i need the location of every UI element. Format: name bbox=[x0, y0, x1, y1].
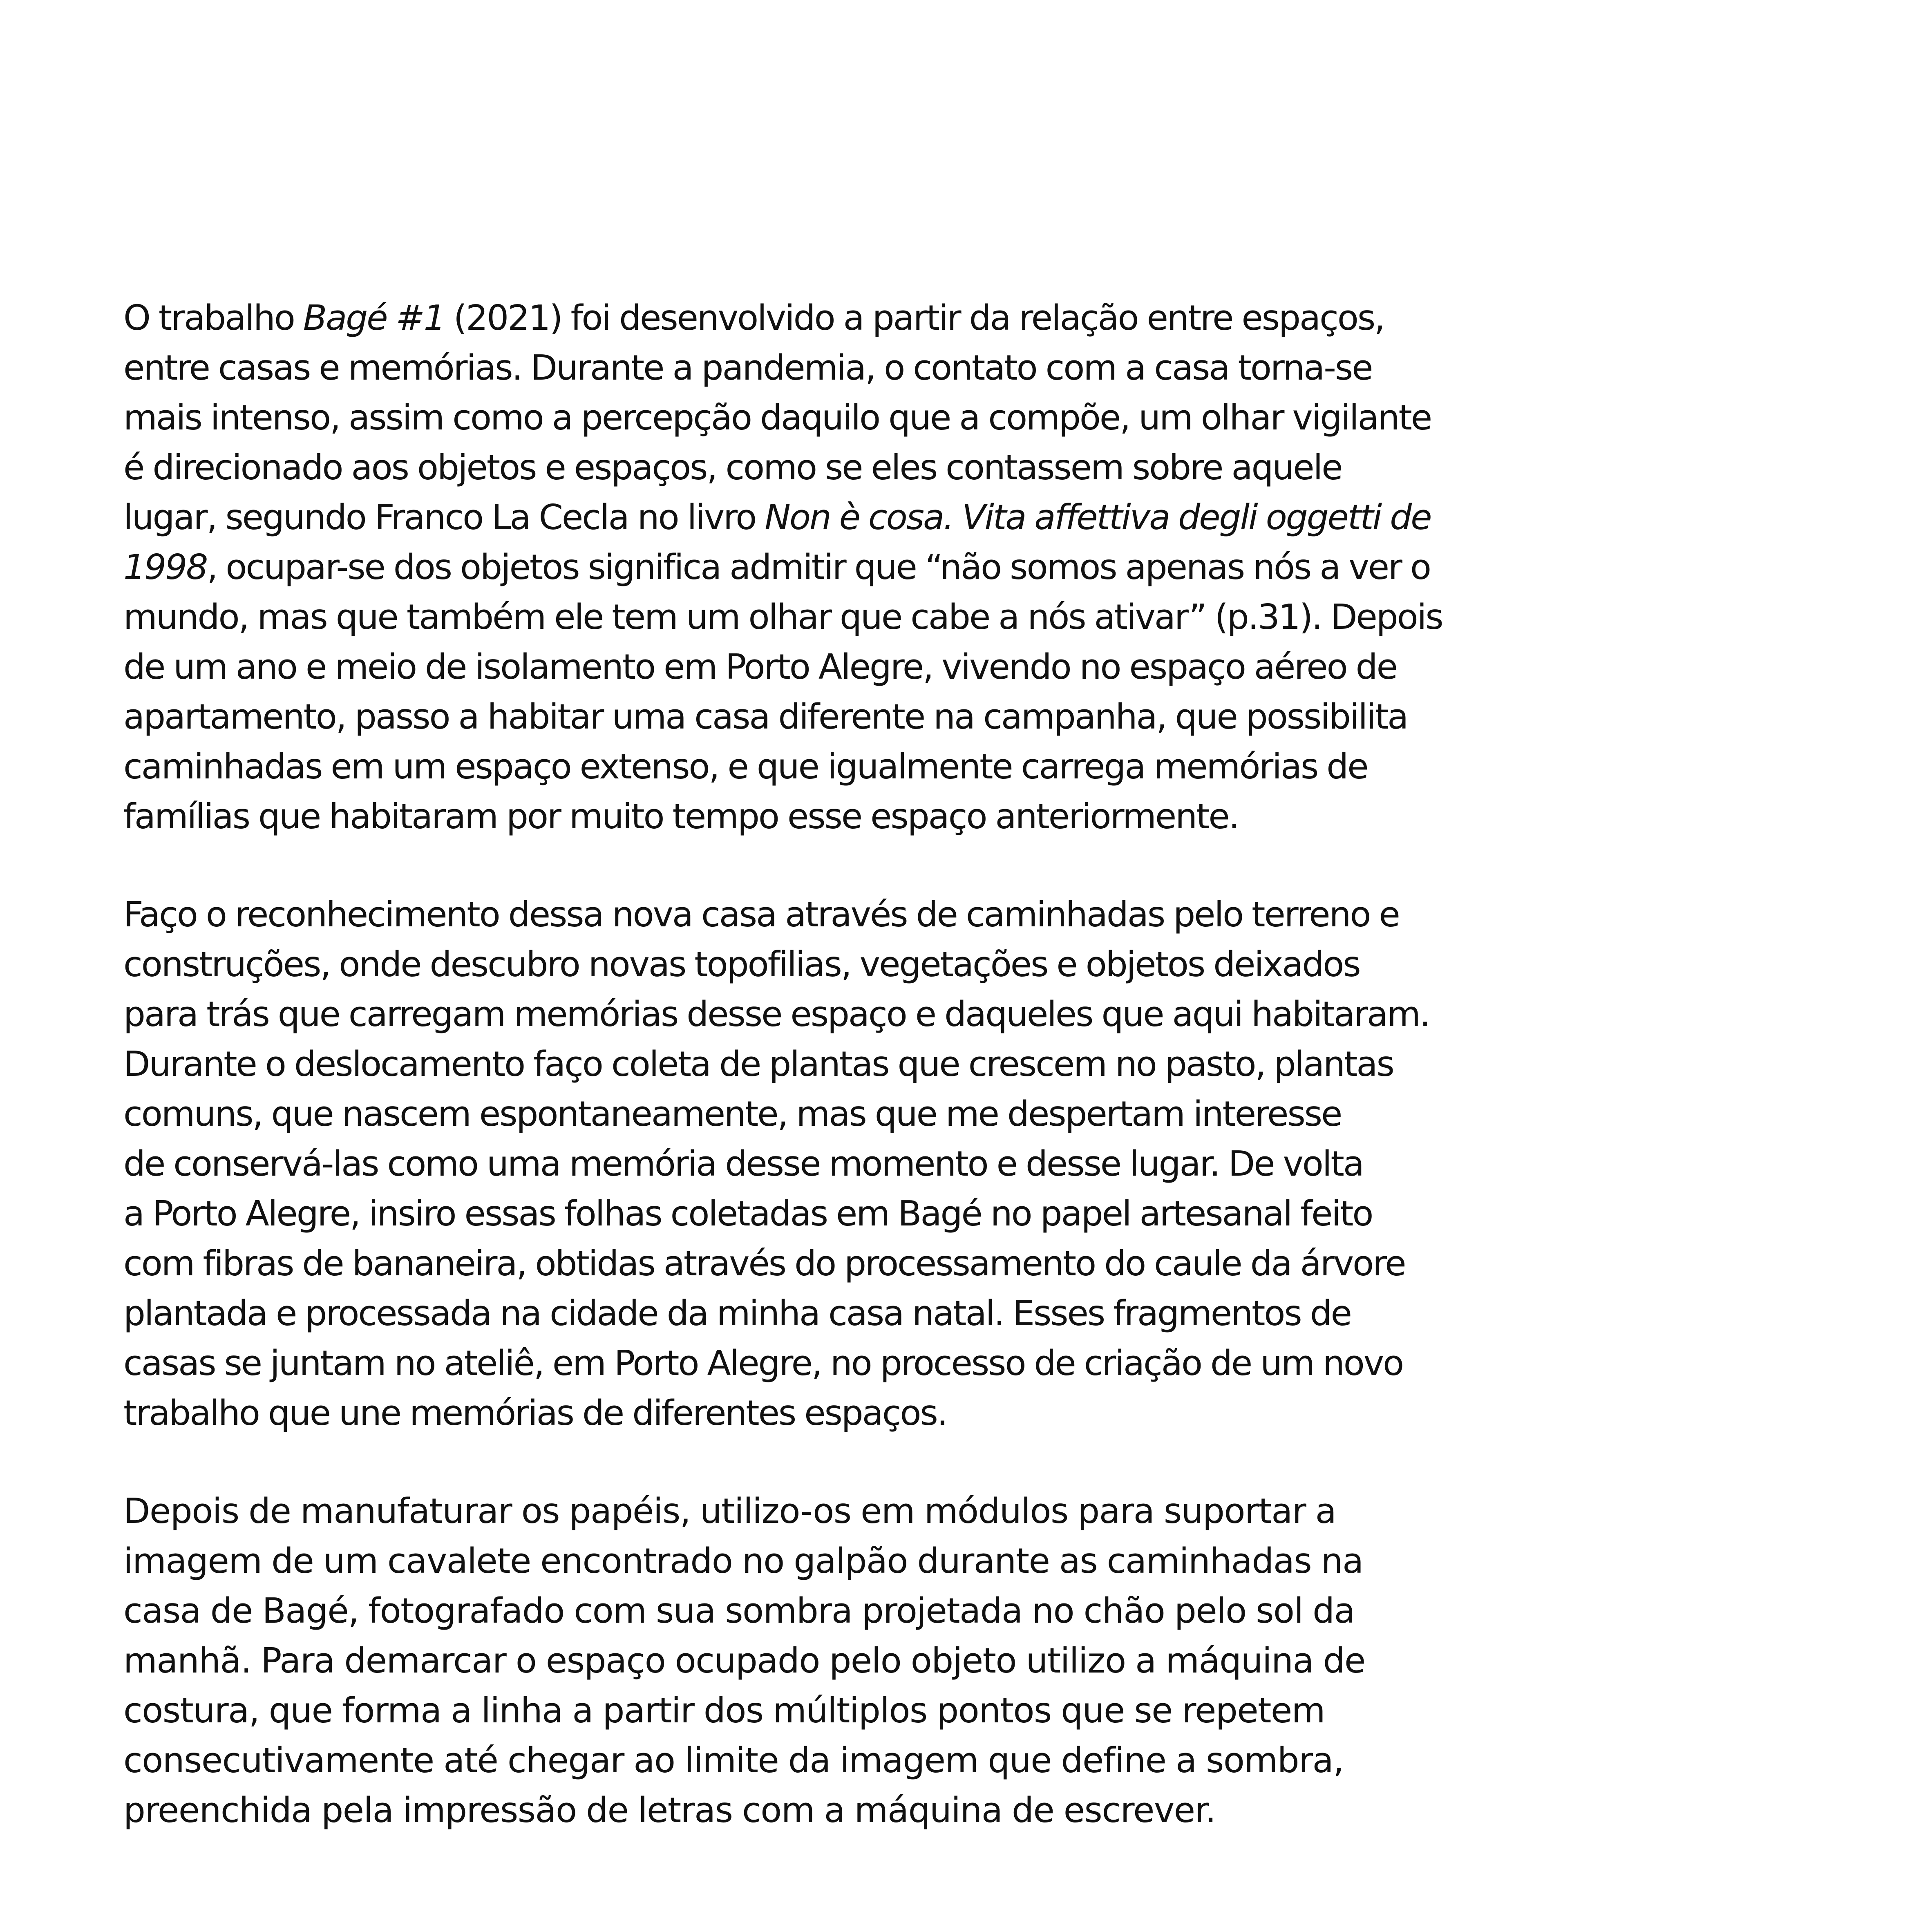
text-line: Faço o reconhecimento dessa nova casa através de caminhadas pelo terreno e bbox=[123, 894, 1399, 935]
body-text bbox=[123, 293, 1480, 1836]
text-line bbox=[123, 293, 1480, 343]
text-line bbox=[123, 543, 1480, 593]
text-line: para trás que carregam memórias desse espaço e daqueles que aqui habitaram. bbox=[123, 994, 1429, 1035]
artwork-title: Bagé #1 bbox=[303, 298, 445, 338]
text-line: plantada e processada na cidade da minha casa natal. Esses fragmentos de bbox=[123, 1293, 1351, 1334]
text-line: preenchida pela impressão de letras com a máquina de escrever. bbox=[123, 1790, 1216, 1831]
text-line bbox=[123, 493, 1480, 543]
book-title-year: 1998 bbox=[123, 547, 207, 588]
text-line: casa de Bagé, fotografado com sua sombra projetada no chão pelo sol da bbox=[123, 1591, 1355, 1631]
text-line: comuns, que nascem espontaneamente, mas que me despertam interesse bbox=[123, 1094, 1342, 1134]
text-run: O trabalho bbox=[123, 298, 303, 338]
text-line: mais intenso, assim como a percepção daquilo que a compõe, um olhar vigilante bbox=[123, 398, 1431, 438]
text-line: mundo, mas que também ele tem um olhar que cabe a nós ativar” (p.31). Depois bbox=[123, 597, 1442, 637]
text-line: casas se juntam no ateliê, em Porto Alegre, no processo de criação de um novo bbox=[123, 1343, 1403, 1384]
text-line: a Porto Alegre, insiro essas folhas coletadas em Bagé no papel artesanal feito bbox=[123, 1194, 1373, 1234]
text-line: consecutivamente até chegar ao limite da imagem que define a sombra, bbox=[123, 1740, 1344, 1781]
text-line: entre casas e memórias. Durante a pandemia, o contato com a casa torna-se bbox=[123, 348, 1372, 388]
text-line: de um ano e meio de isolamento em Porto Alegre, vivendo no espaço aéreo de bbox=[123, 647, 1397, 687]
paragraph-2 bbox=[123, 890, 1480, 1438]
paragraph-1 bbox=[123, 293, 1480, 842]
text-line: Depois de manufaturar os papéis, utilizo-os em módulos para suportar a bbox=[123, 1491, 1336, 1532]
text-line: é direcionado aos objetos e espaços, como se eles contassem sobre aquele bbox=[123, 447, 1342, 488]
text-run: , ocupar-se dos objetos significa admitir que “não somos apenas nós a ver o bbox=[207, 547, 1431, 588]
text-line: com fibras de bananeira, obtidas através do processamento do caule da árvore bbox=[123, 1243, 1405, 1284]
book-title: Non è cosa. Vita affettiva degli oggetti de bbox=[765, 497, 1431, 538]
text-line: famílias que habitaram por muito tempo esse espaço anteriormente. bbox=[123, 796, 1239, 837]
text-line: manhã. Para demarcar o espaço ocupado pelo objeto utilizo a máquina de bbox=[123, 1641, 1365, 1681]
text-line: apartamento, passo a habitar uma casa diferente na campanha, que possibilita bbox=[123, 697, 1408, 737]
text-run: (2021) foi desenvolvido a partir da relação entre espaços, bbox=[444, 298, 1384, 338]
text-run: lugar, segundo Franco La Cecla no livro bbox=[123, 497, 765, 538]
text-line: de conservá-las como uma memória desse momento e desse lugar. De volta bbox=[123, 1144, 1363, 1184]
paragraph-3 bbox=[123, 1487, 1480, 1836]
text-line: trabalho que une memórias de diferentes espaços. bbox=[123, 1393, 947, 1433]
text-line: imagem de um cavalete encontrado no galpão durante as caminhadas na bbox=[123, 1541, 1363, 1581]
text-line: costura, que forma a linha a partir dos múltiplos pontos que se repetem bbox=[123, 1690, 1325, 1731]
text-line: construções, onde descubro novas topofilias, vegetações e objetos deixados bbox=[123, 944, 1360, 985]
text-line: caminhadas em um espaço extenso, e que igualmente carrega memórias de bbox=[123, 747, 1368, 787]
text-line: Durante o deslocamento faço coleta de plantas que crescem no pasto, plantas bbox=[123, 1044, 1393, 1085]
